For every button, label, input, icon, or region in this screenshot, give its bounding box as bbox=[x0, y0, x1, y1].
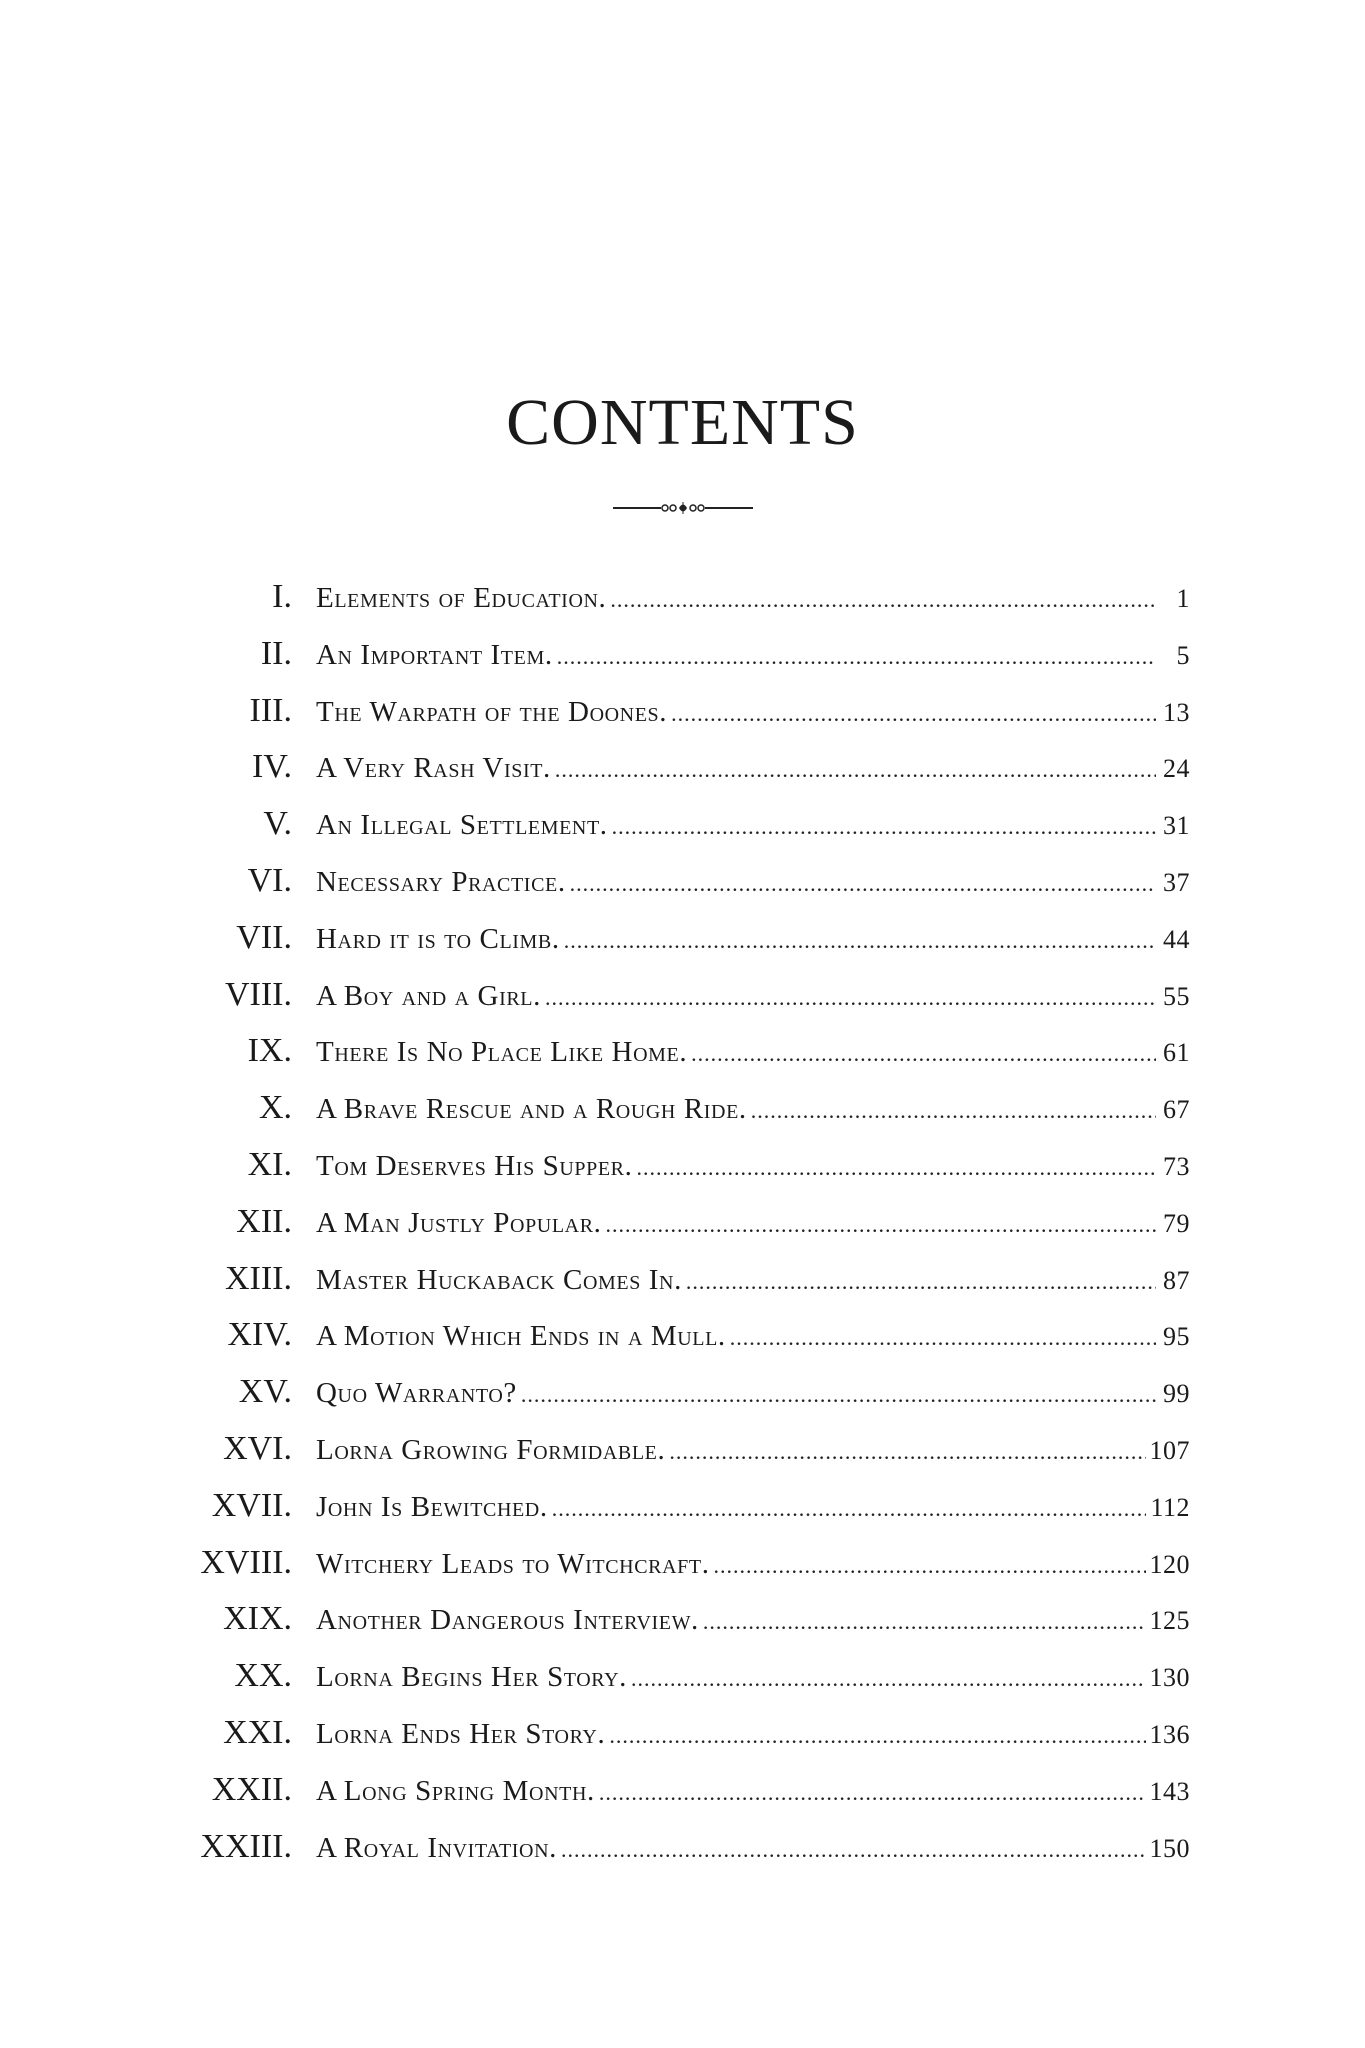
chapter-number: II. bbox=[260, 634, 292, 672]
chapter-page-number: 107 bbox=[1149, 1435, 1190, 1465]
chapter-title: Necessary Practice. bbox=[316, 865, 566, 898]
dot-leader bbox=[669, 1439, 1145, 1465]
dot-leader bbox=[555, 757, 1156, 783]
toc-entry bbox=[180, 1771, 1190, 1828]
dot-leader bbox=[751, 1098, 1156, 1124]
toc-entry bbox=[180, 1430, 1190, 1487]
dot-leader bbox=[557, 644, 1156, 670]
chapter-title: A Long Spring Month. bbox=[316, 1774, 595, 1807]
toc-entry bbox=[180, 976, 1190, 1033]
dot-leader bbox=[545, 985, 1156, 1011]
chapter-number: X. bbox=[258, 1089, 292, 1127]
chapter-number: XVIII. bbox=[200, 1543, 292, 1581]
chapter-number: XI. bbox=[247, 1145, 292, 1183]
chapter-number: XX. bbox=[234, 1657, 292, 1695]
chapter-page-number: 112 bbox=[1150, 1492, 1190, 1522]
chapter-page-number: 99 bbox=[1163, 1379, 1190, 1409]
fleuron-divider-icon bbox=[613, 498, 753, 518]
dot-leader bbox=[686, 1269, 1156, 1295]
toc-entry bbox=[180, 1487, 1190, 1544]
chapter-title: The Warpath of the Doones. bbox=[316, 695, 668, 728]
dot-leader bbox=[609, 1723, 1145, 1749]
chapter-page-number: 31 bbox=[1163, 811, 1190, 841]
chapter-title: Lorna Growing Formidable. bbox=[316, 1433, 666, 1466]
chapter-number: VIII. bbox=[224, 975, 292, 1013]
dot-leader bbox=[610, 587, 1156, 613]
toc-entry bbox=[180, 919, 1190, 976]
toc-entry bbox=[180, 692, 1190, 749]
dot-leader bbox=[730, 1325, 1156, 1351]
chapter-page-number: 130 bbox=[1149, 1663, 1190, 1693]
toc-entry bbox=[180, 805, 1190, 862]
dot-leader bbox=[671, 701, 1156, 727]
toc-entry bbox=[180, 578, 1190, 635]
dot-leader bbox=[636, 1155, 1156, 1181]
toc-entry bbox=[180, 1146, 1190, 1203]
chapter-page-number: 150 bbox=[1149, 1833, 1190, 1863]
toc-entry bbox=[180, 1657, 1190, 1714]
chapter-number: XII. bbox=[236, 1202, 292, 1240]
toc-entry bbox=[180, 1089, 1190, 1146]
dot-leader bbox=[714, 1553, 1146, 1579]
chapter-title: Lorna Ends Her Story. bbox=[316, 1717, 606, 1750]
chapter-number: VI. bbox=[247, 861, 292, 899]
chapter-page-number: 67 bbox=[1163, 1095, 1190, 1125]
chapter-number: I. bbox=[272, 578, 292, 615]
chapter-title: A Motion Which Ends in a Mull. bbox=[316, 1320, 726, 1353]
chapter-title: A Man Justly Popular. bbox=[316, 1206, 602, 1239]
chapter-number: XVI. bbox=[223, 1429, 292, 1467]
chapter-page-number: 1 bbox=[1176, 584, 1190, 613]
toc-entry bbox=[180, 1203, 1190, 1260]
toc-entry bbox=[180, 1373, 1190, 1430]
chapter-title: An Important Item. bbox=[316, 638, 553, 671]
chapter-title: Hard it is to Climb. bbox=[316, 922, 560, 955]
chapter-title: Lorna Begins Her Story. bbox=[316, 1661, 628, 1694]
chapter-number: IX. bbox=[247, 1032, 292, 1070]
dot-leader bbox=[605, 1212, 1156, 1238]
dot-leader bbox=[612, 814, 1156, 840]
dot-leader bbox=[552, 1496, 1147, 1522]
chapter-number: V. bbox=[263, 805, 292, 843]
chapter-number: XIII. bbox=[224, 1259, 292, 1297]
chapter-number: IV. bbox=[252, 748, 292, 786]
dot-leader bbox=[631, 1666, 1145, 1692]
toc-entry bbox=[180, 1316, 1190, 1373]
chapter-number: XV. bbox=[238, 1373, 292, 1411]
dot-leader bbox=[570, 871, 1156, 897]
chapter-number: XIV. bbox=[227, 1316, 292, 1354]
chapter-page-number: 79 bbox=[1163, 1208, 1190, 1238]
toc-entry bbox=[180, 1544, 1190, 1601]
chapter-title: A Very Rash Visit. bbox=[316, 752, 551, 785]
chapter-page-number: 87 bbox=[1163, 1265, 1190, 1295]
toc-entry bbox=[180, 635, 1190, 692]
chapter-title: A Boy and a Girl. bbox=[316, 979, 541, 1012]
chapter-number: XXI. bbox=[223, 1713, 292, 1751]
chapter-page-number: 37 bbox=[1163, 867, 1190, 897]
chapter-page-number: 73 bbox=[1163, 1151, 1190, 1181]
chapter-page-number: 24 bbox=[1163, 754, 1190, 784]
chapter-page-number: 44 bbox=[1163, 924, 1190, 954]
toc-entry bbox=[180, 862, 1190, 919]
dot-leader bbox=[521, 1382, 1156, 1408]
chapter-title: An Illegal Settlement. bbox=[316, 809, 608, 842]
chapter-page-number: 95 bbox=[1163, 1322, 1190, 1352]
chapter-title: Witchery Leads to Witchcraft. bbox=[316, 1547, 710, 1580]
chapter-page-number: 55 bbox=[1163, 981, 1190, 1011]
toc-entry bbox=[180, 1032, 1190, 1089]
dot-leader bbox=[561, 1837, 1146, 1863]
chapter-number: XXII. bbox=[211, 1770, 292, 1808]
chapter-title: A Royal Invitation. bbox=[316, 1831, 557, 1864]
toc-entry bbox=[180, 1714, 1190, 1771]
chapter-number: VII. bbox=[236, 918, 292, 956]
chapter-page-number: 5 bbox=[1176, 640, 1190, 670]
toc-entry bbox=[180, 748, 1190, 805]
chapter-page-number: 120 bbox=[1149, 1549, 1190, 1579]
chapter-title: Quo Warranto? bbox=[316, 1377, 517, 1410]
chapter-page-number: 13 bbox=[1163, 697, 1190, 727]
toc-entry bbox=[180, 1260, 1190, 1317]
chapter-title: Another Dangerous Interview. bbox=[316, 1604, 699, 1637]
dot-leader bbox=[691, 1041, 1156, 1067]
toc-entry bbox=[180, 1828, 1190, 1885]
chapter-page-number: 61 bbox=[1163, 1038, 1190, 1068]
chapter-page-number: 143 bbox=[1149, 1776, 1190, 1806]
chapter-title: Elements of Education. bbox=[316, 582, 607, 614]
chapter-title: There Is No Place Like Home. bbox=[316, 1036, 688, 1069]
dot-leader bbox=[564, 928, 1156, 954]
chapter-number: XIX. bbox=[223, 1600, 292, 1638]
chapter-title: A Brave Rescue and a Rough Ride. bbox=[316, 1093, 747, 1126]
chapter-number: XXIII. bbox=[200, 1827, 292, 1865]
chapter-title: Tom Deserves His Supper. bbox=[316, 1149, 633, 1182]
chapter-number: XVII. bbox=[211, 1486, 292, 1524]
table-of-contents bbox=[180, 578, 1190, 1884]
dot-leader bbox=[599, 1780, 1146, 1806]
chapter-title: Master Huckaback Comes In. bbox=[316, 1263, 682, 1296]
page-title: CONTENTS bbox=[506, 386, 859, 459]
chapter-number: III. bbox=[249, 691, 292, 729]
chapter-title: John Is Bewitched. bbox=[316, 1490, 548, 1523]
toc-entry bbox=[180, 1600, 1190, 1657]
chapter-page-number: 125 bbox=[1149, 1606, 1190, 1636]
dot-leader bbox=[703, 1609, 1146, 1635]
chapter-page-number: 136 bbox=[1149, 1719, 1190, 1749]
